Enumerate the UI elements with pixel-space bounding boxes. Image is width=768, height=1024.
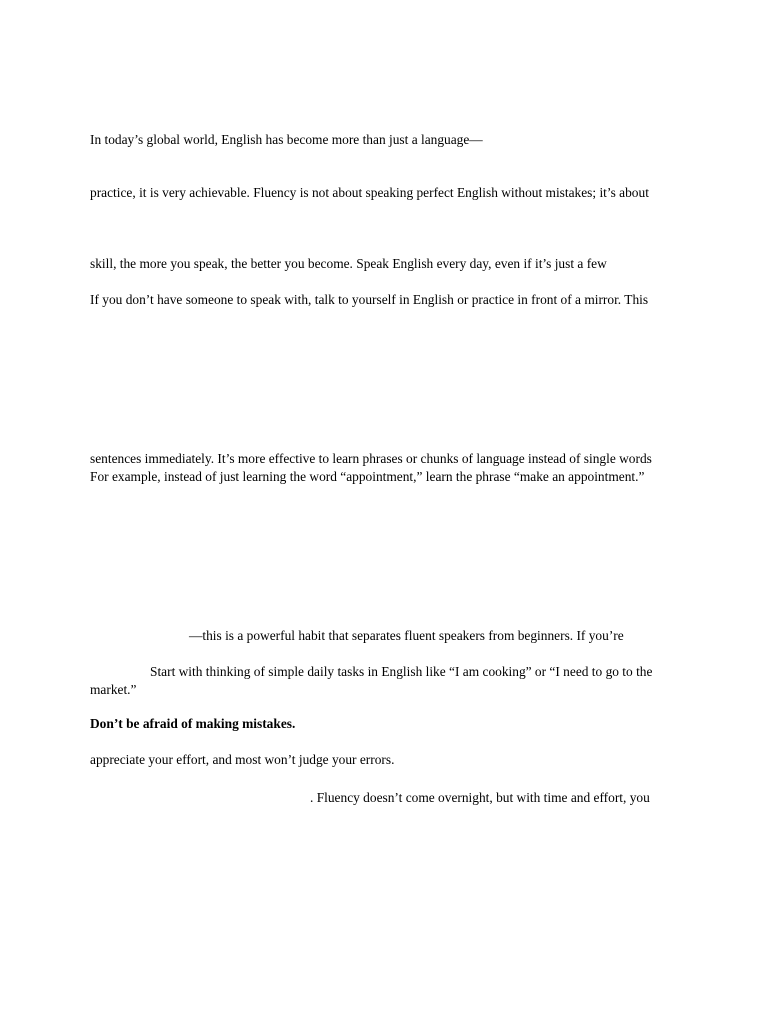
- text-line-sentences: sentences immediately. It’s more effective to learn phrases or chunks of language instead of single words: [90, 451, 652, 466]
- text-line-habit: —this is a powerful habit that separates fluent speakers from beginners. If you’re: [189, 628, 624, 643]
- text-line-intro: In today’s global world, English has become more than just a language—: [90, 132, 483, 147]
- text-line-mirror: If you don’t have someone to speak with, talk to yourself in English or practice in front of a mirror. This: [90, 292, 649, 307]
- text-line-daily-tasks: Start with thinking of simple daily tasks in English like “I am cooking” or “I need to go to the: [150, 664, 653, 679]
- text-line-practice: practice, it is very achievable. Fluency is not about speaking perfect English without mistakes; it’s about: [90, 185, 649, 200]
- text-line-appreciate: appreciate your effort, and most won’t judge your errors.: [90, 752, 395, 767]
- text-line-example: For example, instead of just learning the word “appointment,” learn the phrase “make an appointment.”: [90, 469, 645, 484]
- heading-mistakes: Don’t be afraid of making mistakes.: [90, 716, 296, 731]
- text-line-fluency: . Fluency doesn’t come overnight, but with time and effort, you: [310, 790, 650, 805]
- text-line-market: market.”: [90, 682, 137, 697]
- text-line-skill: skill, the more you speak, the better you become. Speak English every day, even if it’s just a few: [90, 256, 607, 271]
